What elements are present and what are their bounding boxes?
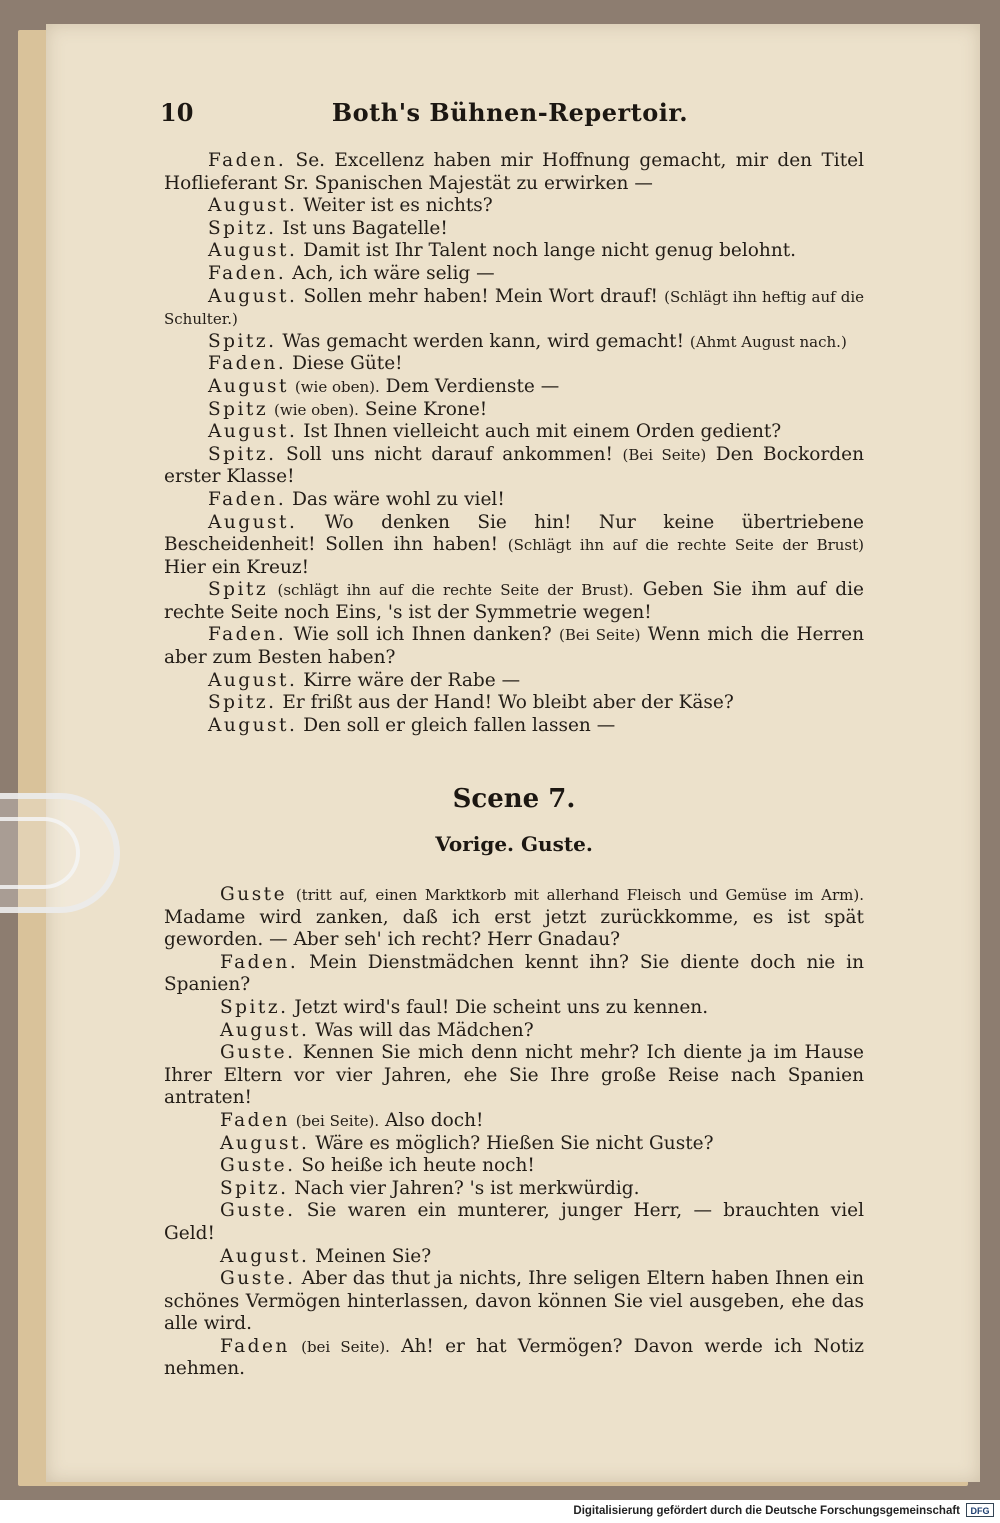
spoken-text: Dem Verdienste — bbox=[379, 375, 560, 397]
spoken-text: Mein Dienstmädchen kennt ihn? Sie diente doch nie in Spanien? bbox=[164, 951, 864, 996]
spoken-text: Soll uns nicht darauf ankommen! bbox=[276, 443, 623, 465]
spoken-text: Meinen Sie? bbox=[309, 1245, 432, 1267]
speaker-name: Faden. bbox=[208, 624, 287, 646]
speaker-name: Spitz bbox=[208, 579, 269, 601]
speaker-name: August bbox=[208, 375, 289, 397]
speaker-name: August. bbox=[208, 511, 298, 533]
dialogue-line bbox=[164, 1133, 864, 1156]
spoken-text: Sie waren ein munterer, junger Herr, — brauchten viel Geld! bbox=[164, 1200, 864, 1244]
spoken-text: Aber das thut ja nichts, Ihre seligen Eltern haben Ihnen ein schönes Vermögen hinterlassen, davon können Sie viel ausgeben, ehe das alle wird. bbox=[164, 1268, 864, 1335]
speaker-name: Spitz bbox=[208, 398, 269, 420]
dialogue-line bbox=[164, 218, 864, 241]
spoken-text: Geben Sie ihm auf die rechte Seite noch Eins, 's ist der Symmetrie wegen! bbox=[164, 579, 864, 623]
spoken-text: Das wäre wohl zu viel! bbox=[286, 488, 505, 510]
spoken-text: Den soll er gleich fallen lassen — bbox=[297, 714, 616, 736]
speaker-name: Spitz. bbox=[220, 996, 289, 1018]
paper-clip bbox=[0, 793, 120, 913]
speaker-name: Faden. bbox=[208, 150, 287, 171]
stage-direction: (bei Seite). bbox=[301, 1337, 390, 1356]
scene-title: Scene 7. bbox=[452, 784, 576, 814]
speaker-name: Faden bbox=[220, 1335, 290, 1357]
dialogue-line bbox=[164, 1020, 864, 1043]
spoken-text: Kennen Sie mich denn nicht mehr? Ich diente ja im Hause Ihrer Eltern vor vier Jahren, ehe Sie Ihre große Reise nach Spanien antraten! bbox=[164, 1042, 864, 1109]
speaker-name: Spitz. bbox=[220, 1177, 289, 1199]
spoken-text: Ach, ich wäre selig — bbox=[286, 262, 495, 284]
speaker-name: Faden. bbox=[208, 262, 287, 284]
speaker-name: Spitz. bbox=[208, 692, 277, 714]
spoken-text: Jetzt wird's faul! Die scheint uns zu kennen. bbox=[288, 996, 709, 1018]
dialogue-line bbox=[164, 579, 864, 624]
spoken-text: Ist Ihnen vielleicht auch mit einem Orden gedient? bbox=[297, 421, 782, 443]
dialogue-line bbox=[164, 489, 864, 512]
stage-direction: (Schlägt ihn auf die rechte Seite der Brust) bbox=[507, 536, 864, 555]
speaker-name: Guste. bbox=[220, 1200, 296, 1222]
digitization-credit: Digitalisierung gefördert durch die Deutsche Forschungsgemeinschaft bbox=[573, 1505, 960, 1517]
dialogue-line bbox=[164, 997, 864, 1020]
dialogue-line bbox=[164, 692, 864, 715]
paper-clip-inner bbox=[0, 817, 80, 889]
speaker-name: Faden. bbox=[208, 488, 287, 510]
spoken-text: Er frißt aus der Hand! Wo bleibt aber der Käse? bbox=[276, 692, 734, 714]
dialogue-line bbox=[164, 952, 864, 997]
dialogue-line bbox=[164, 1042, 864, 1110]
dialogue-line bbox=[164, 263, 864, 286]
speaker-name: Spitz. bbox=[208, 330, 277, 352]
spoken-text: Weiter ist es nichts? bbox=[297, 195, 493, 217]
stage-direction: (Bei Seite) bbox=[558, 626, 641, 645]
speaker-name: Faden. bbox=[220, 951, 299, 973]
speaker-name: August. bbox=[208, 285, 298, 307]
dialogue-line bbox=[164, 421, 864, 444]
stage-direction: (Ahmt August nach.) bbox=[689, 332, 847, 351]
speaker-name: August. bbox=[208, 714, 298, 736]
stage-direction: (tritt auf, einen Marktkorb mit allerhand Fleisch und Gemüse im Arm). bbox=[295, 886, 864, 904]
dialogue-line bbox=[164, 1155, 864, 1178]
dialogue-line bbox=[164, 444, 864, 489]
speaker-name: August. bbox=[208, 421, 298, 443]
dialogue-line bbox=[164, 331, 864, 354]
running-title: Both's Bühnen-Repertoir. bbox=[331, 98, 689, 127]
dialogue-line bbox=[164, 376, 864, 399]
page-header bbox=[160, 98, 860, 132]
speaker-name: August. bbox=[220, 1132, 310, 1154]
speaker-name: Guste bbox=[220, 884, 288, 905]
stage-direction: (schlägt ihn auf die rechte Seite der Brust). bbox=[277, 581, 634, 600]
dialogue-line bbox=[164, 1336, 864, 1381]
spoken-text: Diese Güte! bbox=[286, 353, 403, 375]
spoken-text: Nach vier Jahren? 's ist merkwürdig. bbox=[288, 1177, 640, 1199]
spoken-text: Den Bockorden erster Klasse! bbox=[164, 443, 864, 488]
speaker-name: Guste. bbox=[220, 1155, 296, 1177]
dialogue-line bbox=[164, 1110, 864, 1133]
spoken-text: Also doch! bbox=[379, 1109, 484, 1131]
spoken-text: Sollen mehr haben! Mein Wort drauf! bbox=[297, 285, 665, 307]
page-number: 10 bbox=[160, 98, 194, 127]
stage-direction: (Bei Seite) bbox=[622, 445, 707, 464]
speaker-name: August. bbox=[208, 195, 298, 217]
spoken-text: Was gemacht werden kann, wird gemacht! bbox=[276, 330, 690, 352]
dialogue-line bbox=[164, 670, 864, 693]
scene-persons: Vorige. Guste. bbox=[435, 832, 593, 856]
spoken-text: Madame wird zanken, daß ich erst jetzt zurückkomme, es ist spät geworden. — Aber seh' ich recht? Herr Gnadau? bbox=[164, 906, 864, 951]
spoken-text: Wenn mich die Herren aber zum Besten haben? bbox=[164, 624, 864, 669]
spoken-text bbox=[287, 884, 296, 905]
speaker-name: August. bbox=[220, 1245, 310, 1267]
spoken-text: Seine Krone! bbox=[358, 398, 488, 420]
spoken-text: Was will das Mädchen? bbox=[309, 1019, 534, 1041]
dialogue-block-bottom bbox=[164, 884, 864, 1381]
speaker-name: Guste. bbox=[220, 1042, 296, 1064]
spoken-text: Ah! er hat Vermögen? Davon werde ich Notiz nehmen. bbox=[164, 1335, 864, 1380]
dialogue-line bbox=[164, 884, 864, 952]
dialogue-line bbox=[164, 399, 864, 422]
stage-direction: (Schlägt ihn heftig auf die Schulter.) bbox=[164, 287, 864, 329]
spoken-text: Hier ein Kreuz! bbox=[164, 556, 310, 578]
dialogue-line bbox=[164, 1268, 864, 1336]
speaker-name: August. bbox=[220, 1019, 310, 1041]
spoken-text: Wäre es möglich? Hießen Sie nicht Guste? bbox=[309, 1132, 714, 1154]
stage-direction: (wie oben). bbox=[274, 400, 359, 419]
dialogue-block-top bbox=[164, 150, 864, 737]
dfg-logo: DFG bbox=[966, 1503, 994, 1517]
dialogue-line bbox=[164, 195, 864, 218]
speaker-name: Spitz. bbox=[208, 443, 277, 465]
dialogue-line bbox=[164, 624, 864, 669]
speaker-name: Faden bbox=[220, 1109, 290, 1131]
dialogue-line bbox=[164, 1200, 864, 1245]
speaker-name: Faden. bbox=[208, 353, 287, 375]
speaker-name: Spitz. bbox=[208, 217, 277, 239]
stage-direction: (bei Seite). bbox=[295, 1111, 380, 1130]
spoken-text bbox=[290, 1336, 301, 1357]
stage-direction: (wie oben). bbox=[294, 377, 380, 396]
dialogue-line bbox=[164, 353, 864, 376]
spoken-text: Wie soll ich Ihnen danken? bbox=[286, 624, 559, 646]
spoken-text: So heiße ich heute noch! bbox=[295, 1155, 535, 1177]
dialogue-line bbox=[164, 150, 864, 195]
spoken-text: Wo denken Sie hin! Nur keine übertriebene Bescheidenheit! Sollen ihn haben! bbox=[164, 511, 864, 556]
spoken-text: Damit ist Ihr Talent noch lange nicht genug belohnt. bbox=[297, 240, 797, 262]
speaker-name: August. bbox=[208, 240, 298, 262]
dialogue-line bbox=[164, 715, 864, 738]
dialogue-line bbox=[164, 286, 864, 331]
speaker-name: Guste. bbox=[220, 1268, 296, 1290]
dialogue-line bbox=[164, 1178, 864, 1201]
spoken-text: Ist uns Bagatelle! bbox=[276, 217, 448, 239]
speaker-name: August. bbox=[208, 669, 298, 691]
spoken-text: Se. Excellenz haben mir Hoffnung gemacht, mir den Titel Hoflieferant Sr. Spanischen Majestät zu erwirken — bbox=[164, 150, 864, 194]
dialogue-line bbox=[164, 512, 864, 580]
spoken-text: Kirre wäre der Rabe — bbox=[297, 669, 521, 691]
dialogue-line bbox=[164, 240, 864, 263]
dialogue-line bbox=[164, 1246, 864, 1269]
